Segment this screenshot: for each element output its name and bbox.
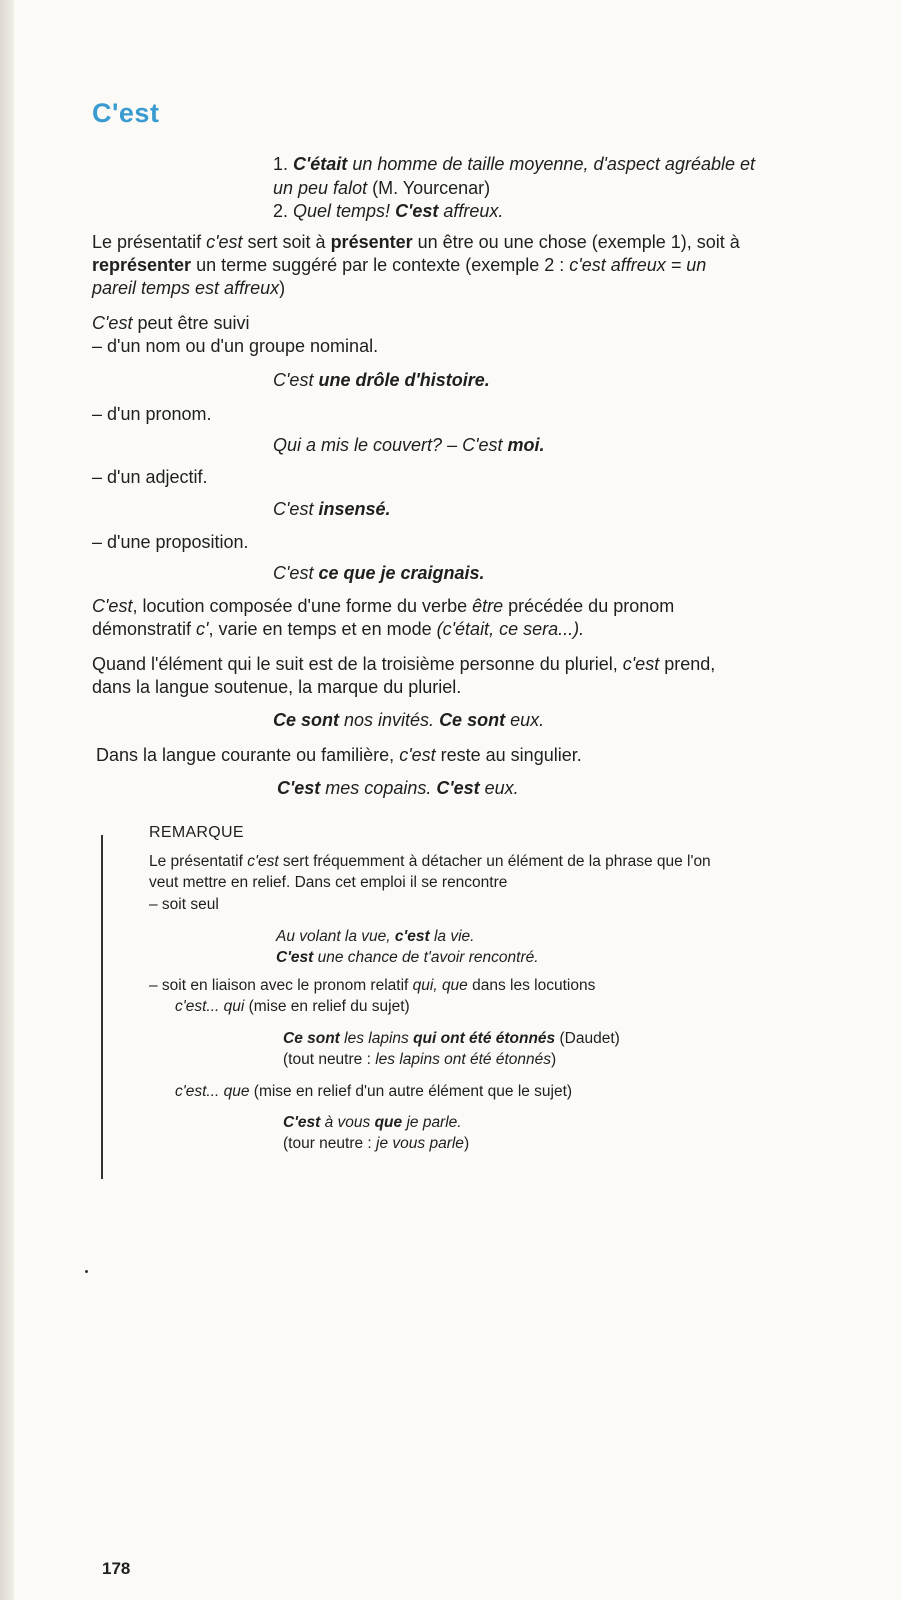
- text: pareil temps est affreux: [92, 278, 280, 298]
- paragraph-3-line-2: [92, 617, 584, 641]
- text: eux.: [479, 778, 519, 798]
- paragraph-3-line-1: [92, 594, 674, 618]
- bold-term: C'est: [276, 949, 314, 966]
- remarque-line-4: [149, 975, 595, 996]
- text: C'est: [273, 499, 319, 519]
- text: Le présentatif: [92, 232, 207, 252]
- text: sert fréquemment à détacher un élément de la phrase que l'on: [278, 853, 711, 870]
- example-number: 2.: [273, 201, 294, 221]
- bold-term: insensé.: [318, 499, 391, 519]
- text: mes copains.: [320, 778, 437, 798]
- bold-term: Ce sont: [283, 1030, 340, 1047]
- example-text: Quel temps!: [293, 201, 396, 221]
- paragraph-1-line-1: [92, 230, 740, 254]
- text: peut être suivi: [132, 313, 250, 333]
- bold-term: C'est: [283, 1114, 321, 1131]
- bold-term: C'était: [293, 154, 348, 174]
- text: , locution composée d'une forme du verbe: [132, 596, 473, 616]
- text: , varie en temps et en mode: [208, 619, 437, 639]
- text: c': [196, 619, 209, 639]
- text: une chance de t'avoir rencontré.: [313, 949, 539, 966]
- text: Quand l'élément qui le suit est de la troisième personne du pluriel,: [92, 654, 623, 674]
- example-1-line-2: [273, 176, 490, 200]
- text: les lapins ont été étonnés: [375, 1051, 551, 1068]
- example-pluriel: [273, 708, 544, 732]
- text: Au volant la vue,: [276, 928, 395, 945]
- remarque-example-4: [283, 1049, 556, 1070]
- example-text: un peu falot: [273, 178, 368, 198]
- text: C'est: [92, 596, 133, 616]
- bold-term: C'est: [436, 778, 480, 798]
- text: (tour neutre :: [283, 1135, 377, 1152]
- list-item-nom: – d'un nom ou d'un groupe nominal.: [92, 336, 379, 356]
- bold-term: C'est: [277, 778, 321, 798]
- remarque-heading: REMARQUE: [149, 824, 244, 841]
- text: je vous parle: [376, 1135, 464, 1152]
- text: être: [472, 596, 504, 616]
- bold-term: moi.: [507, 435, 545, 455]
- bold-term: Ce sont: [273, 710, 340, 730]
- example-text: affreux.: [438, 201, 504, 221]
- paragraph-5-line-1: [96, 743, 582, 767]
- paragraph-2-line-1: [92, 311, 250, 335]
- text: la vie.: [429, 928, 475, 945]
- text: prend,: [659, 654, 716, 674]
- ink-speck: [85, 1270, 88, 1273]
- paragraph-4-line-2: dans la langue soutenue, la marque du pluriel.: [92, 677, 462, 697]
- text: à vous: [320, 1114, 375, 1131]
- bold-term: Ce sont: [439, 710, 506, 730]
- bold-term: qui ont été étonnés: [413, 1030, 556, 1047]
- page-number: 178: [102, 1559, 131, 1578]
- remarque-example-3: [283, 1028, 620, 1049]
- text: C'est: [92, 313, 133, 333]
- text: eux.: [505, 710, 545, 730]
- page-title: C'est: [92, 98, 160, 128]
- text: un être ou une chose (exemple 1), soit à: [412, 232, 740, 252]
- example-text: un homme de taille moyenne, d'aspect agréable et: [347, 154, 756, 174]
- text: (mise en relief du sujet): [244, 998, 410, 1015]
- text: démonstratif: [92, 619, 197, 639]
- text: précédée du pronom: [503, 596, 675, 616]
- bold-term: représenter: [92, 255, 192, 275]
- list-item-pronom: – d'un pronom.: [92, 404, 212, 424]
- text: c'est: [622, 654, 660, 674]
- bold-term: présenter: [330, 232, 413, 252]
- text: Le présentatif: [149, 853, 248, 870]
- bold-term: c'est: [394, 928, 430, 945]
- example-number: 1.: [273, 154, 294, 174]
- list-item-proposition: – d'une proposition.: [92, 532, 249, 552]
- paragraph-1-line-3: [92, 276, 285, 300]
- remarque-line-5: [175, 996, 410, 1017]
- bold-term: C'est: [395, 201, 439, 221]
- text: qui, que: [412, 977, 468, 994]
- text: c'est: [399, 745, 436, 765]
- text: C'est: [273, 370, 319, 390]
- example-singulier: [277, 776, 519, 800]
- remarque-example-2: [276, 947, 539, 968]
- text: c'est: [206, 232, 243, 252]
- text: (Daudet): [555, 1030, 620, 1047]
- text: Dans la langue courante ou familière,: [96, 745, 400, 765]
- example-pronom: [273, 433, 545, 457]
- text: C'est: [273, 563, 319, 583]
- text: je parle.: [402, 1114, 462, 1131]
- text: (tout neutre :: [283, 1051, 376, 1068]
- example-nom: [273, 368, 490, 392]
- example-proposition: [273, 561, 485, 585]
- paragraph-4-line-1: [92, 652, 715, 676]
- text: – soit en liaison avec le pronom relatif: [149, 977, 413, 994]
- remarque-line-2: veut mettre en relief. Dans cet emploi il se rencontre: [149, 874, 508, 891]
- text: ): [279, 278, 286, 298]
- text: c'est... que: [175, 1083, 250, 1100]
- example-adjectif: [273, 497, 391, 521]
- paragraph-1-line-2: [92, 253, 706, 277]
- remarque-bar: [101, 835, 103, 1179]
- text: (mise en relief d'un autre élément que le sujet): [249, 1083, 573, 1100]
- list-item-adjectif: – d'un adjectif.: [92, 467, 208, 487]
- text: Qui a mis le couvert? – C'est: [273, 435, 508, 455]
- text: les lapins: [339, 1030, 414, 1047]
- example-2: [273, 199, 503, 223]
- example-source: (M. Yourcenar): [367, 178, 491, 198]
- bold-term: que: [374, 1114, 403, 1131]
- text: ): [463, 1135, 470, 1152]
- remarque-example-5: [283, 1112, 462, 1133]
- text: c'est... qui: [175, 998, 245, 1015]
- bold-term: une drôle d'histoire.: [318, 370, 490, 390]
- text: un terme suggéré par le contexte (exemple 2 :: [191, 255, 570, 275]
- text: ): [551, 1051, 557, 1068]
- text: (c'était, ce sera...).: [436, 619, 585, 639]
- text: dans les locutions: [467, 977, 596, 994]
- remarque-line-1: [149, 851, 711, 872]
- example-1-line-1: [273, 152, 755, 176]
- page-edge: [0, 0, 14, 1600]
- remarque-example-6: [283, 1133, 469, 1154]
- text: sert soit à: [242, 232, 331, 252]
- bold-term: ce que je craignais.: [318, 563, 485, 583]
- remarque-example-1: [276, 926, 474, 947]
- remarque-line-3: – soit seul: [149, 896, 219, 913]
- text: c'est: [247, 853, 279, 870]
- text: reste au singulier.: [435, 745, 582, 765]
- text: c'est affreux = un: [569, 255, 707, 275]
- text: nos invités.: [339, 710, 440, 730]
- remarque-line-6: [175, 1081, 572, 1102]
